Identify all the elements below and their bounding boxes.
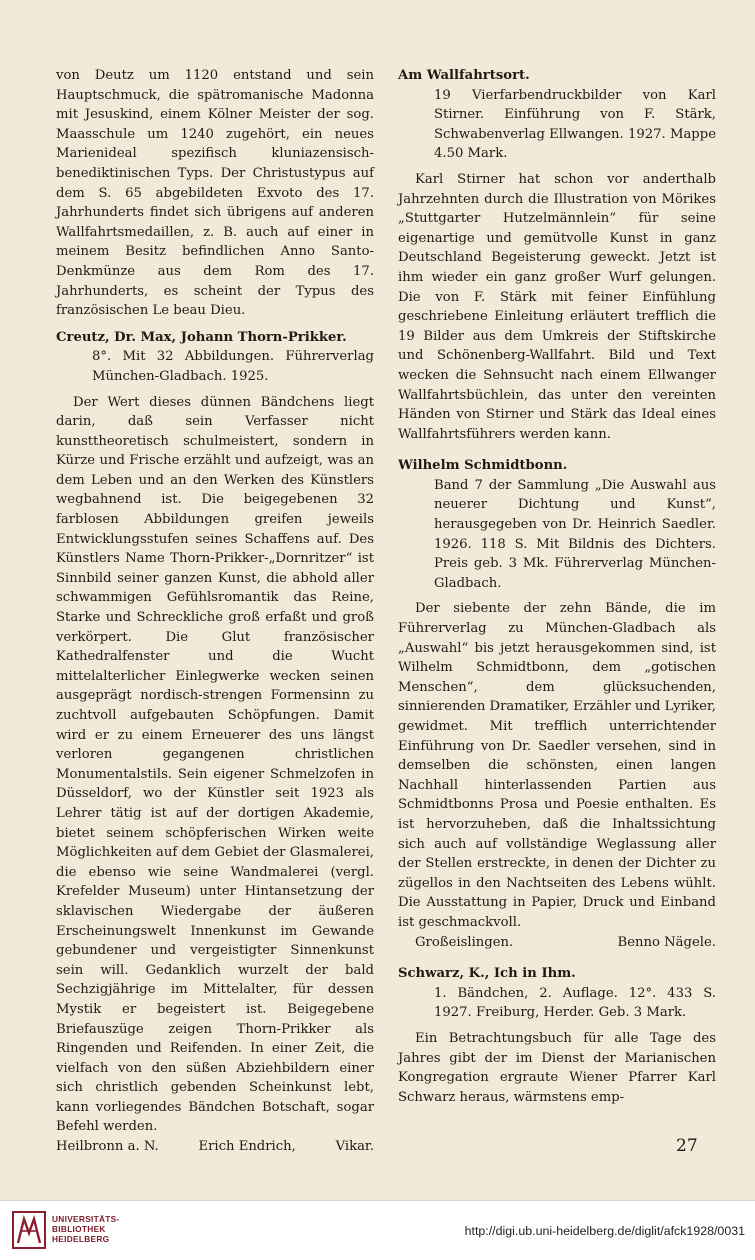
footer-bar — [0, 1200, 755, 1260]
paragraph: Ein Betrachtungsbuch für alle Tage des Jahres gibt der im Dienst der Marianischen Kongregation ergraute Wiener Pfarrer Karl Schwarz heraus, wärmstens emp- — [398, 1030, 716, 1105]
book-entry — [398, 66, 716, 164]
entry-details: 1. Bändchen, 2. Auflage. 12°. 433 S. 1927. Freiburg, Herder. Geb. 3 Mark. — [434, 985, 716, 1021]
paragraph: Karl Stirner hat schon vor anderthalb Jahrzehnten durch die Illustration von Mörikes „Stuttgarter Hutzelmännlein“ für seine eigenartige und gemütvolle Kunst in ganz Deutschland Begeisterung geweckt. Jetzt ist ihm wieder ein ganz großer Wurf gelungen. Die von F. Stärk mit feiner Einfühlung geschriebene Einleitung erläutert trefflich die 19 Bilder aus dem Umkreis der Stiftskirche und Schönenberg-Wallfahrt. Bild und Text wecken die Sehnsucht nach einem Ellwanger Wallfahrtsbüchlein, das unter den vereinten Händen von Stirner und Stärk das Ideal eines Wallfahrtsführers werden kann. — [398, 171, 716, 442]
entry-heading: Am Wallfahrtsort. — [398, 68, 530, 83]
signature-name: Benno Nägele. — [617, 934, 716, 950]
right-column — [398, 66, 716, 1107]
left-column — [56, 66, 374, 1157]
book-entry — [398, 456, 716, 593]
entry-heading: Creutz, Dr. Max, Johann Thorn-Prikker. — [56, 329, 347, 345]
book-entry — [56, 328, 374, 387]
signature-name: Erich Endrich, — [198, 1139, 296, 1155]
institution-line: HEIDELBERG — [52, 1234, 110, 1244]
institution-line: UNIVERSITÄTS- — [52, 1214, 120, 1224]
signature-place: Heilbronn a. N. — [56, 1139, 159, 1155]
entry-details: Band 7 der Sammlung „Die Auswahl aus neuerer Dichtung und Kunst“, herausgegeben von Dr. Heinrich Saedler. 1926. 118 S. Mit Bildnis des Dichters. Preis geb. 3 Mk. Führerverlag München-Gladbach. — [434, 477, 716, 591]
entry-heading: Wilhelm Schmidtbonn. — [398, 458, 568, 474]
ub-heidelberg-logo-icon[interactable] — [12, 1211, 46, 1249]
signature-place: Großeislingen. — [415, 934, 514, 950]
signature — [56, 1137, 374, 1157]
paragraph: von Deutz um 1120 entstand und sein Hauptschmuck, die spätromanische Madonna mit Jesuskind, einem Kölner Meister der sog. Maasschule um 1240 zugehört, ein neues Marienideal spezifisch kluniazensisch-benediktinischen Typs. Der Christustypus auf dem S. 65 abgebildeten Exvoto des 17. Jahrhunderts findet sich übrigens auf anderen Wallfahrtsmedaillen, z. B. auch auf einer in meinem Besitz befindlichen Anno Santo-Denkmünze aus dem Rom des 17. Jahrhunderts, es scheint der Typus des französischen Le beau Dieu. — [56, 68, 374, 319]
institution-line: BIBLIOTHEK — [52, 1224, 106, 1234]
paragraph: Der siebente der zehn Bände, die im Führerverlag zu München-Gladbach als „Auswahl“ bis jetzt herausgekommen sind, ist Wilhelm Schmidtbonn, dem „gotischen Menschen“, dem glücksuchenden, sinnierenden Dramatiker, Erzähler und Lyriker, gewidmet. Mit trefflich unterrichtender Einführung von Dr. Saedler versehen, sind in demselben die schönsten, einen langen Nachhall hinterlassenden Partien aus Schmidtbonns Prosa und Poesie enthalten. Es ist hervorzuheben, daß die Inhaltssichtung sich auch auf vollständige Weglassung aller der Stellen erstreckte, in denen der Dichter zu zügellos in den Nachtseiten des Lebens wühlt. Die Ausstattung in Papier, Druck und Einband ist geschmackvoll. — [398, 601, 716, 930]
entry-details: 8°. Mit 32 Abbildungen. Führerverlag München-Gladbach. 1925. — [92, 349, 374, 384]
signature — [398, 933, 716, 953]
entry-details: 19 Vierfarbendruckbilder von Karl Stirner. Einführung von F. Stärk, Schwabenverlag Ellwangen. 1927. Mappe 4.50 Mark. — [434, 87, 716, 162]
permalink-url[interactable]: http://digi.ub.uni-heidelberg.de/diglit/afck1928/0031 — [464, 1224, 745, 1238]
institution-name — [52, 1214, 120, 1244]
entry-heading: Schwarz, K., Ich in Ihm. — [398, 966, 576, 982]
signature-title: Vikar. — [335, 1139, 374, 1155]
book-entry — [398, 964, 716, 1023]
page-number: 27 — [676, 1136, 698, 1156]
paragraph: Der Wert dieses dünnen Bändchens liegt darin, daß sein Verfasser nicht kunsttheoretisch schulmeistert, sondern in Kürze und Frische erzählt und aufzeigt, was an dem Leben und an den Werken des Künstlers wegbahnend ist. Die beigegebenen 32 farblosen Abbildungen greifen jeweils Entwicklungsstufen seines Schaffens auf. Des Künstlers Name Thorn-Prikker-„Dornritzer“ ist Sinnbild seiner ganzen Kunst, die abhold aller schwammigen Gefühlsromantik das Reine, Starke und Schreckliche groß erfaßt und groß verkörpert. Die Glut französischer Kathedralfenster und die Wucht mittelalterlicher Einlegwerke wecken seinen ausgeprägt nordisch-strengen Formensinn zu zuchtvoll aufgebauten Schöpfungen. Damit wird er zu einem Erneuerer des uns längst verloren gegangenen christlichen Monumentalstils. Sein eigener Schmelzofen in Düsseldorf, wo der Künstler seit 1923 als Lehrer tätig ist auf der dortigen Akademie, bietet seinem schöpferischen Wirken weite Möglichkeiten auf dem Gebiet der Glasmalerei, die ebenso wie seine Wandmalerei (vergl. Krefelder Museum) unter Hintansetzung der sklavischen Wiedergabe der äußeren Erscheinungswelt Innenkunst im Gewande gebundener und vergeistigter Sinnenkunst sein will. Gedanklich wurzelt der bald Sechzigjährige im Mittelalter, für dessen Mystik er begeistert ist. Beigegebene Briefauszüge zeigen Thorn-Prikker als Ringenden und Reifenden. In einer Zeit, die vielfach von den süßen Abziehbildern einer sich christlich gebenden Scheinkunst lebt, kann vorliegendes Bändchen Botschaft, sogar Befehl werden. — [56, 394, 374, 1135]
